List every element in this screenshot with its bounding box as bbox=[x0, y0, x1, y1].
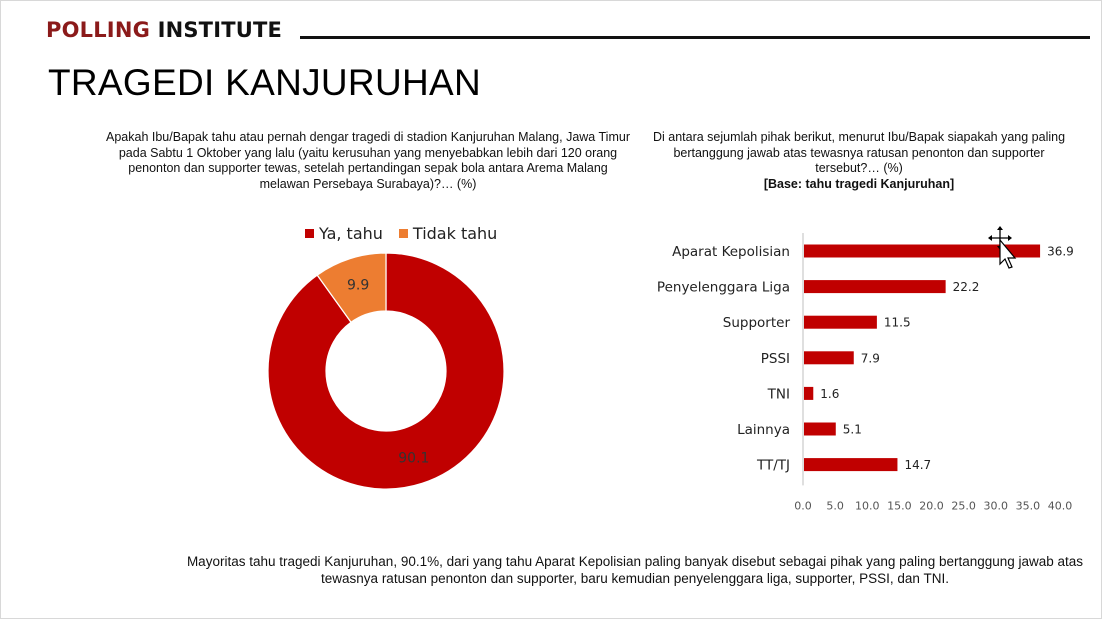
header-rule bbox=[300, 36, 1090, 39]
brand-logo bbox=[46, 18, 282, 42]
x-tick-label: 20.0 bbox=[919, 499, 944, 513]
base-note: [Base: tahu tragedi Kanjuruhan] bbox=[763, 176, 955, 191]
x-tick-label: 5.0 bbox=[826, 499, 844, 513]
bar-value-tt-tj: 14.7 bbox=[904, 458, 932, 473]
left-question: Apakah Ibu/Bapak tahu atau pernah dengar tragedi di stadion Kanjuruhan Malang, Jawa Timur pada Sabtu 1 Oktober yang lalu (yaitu kerusuhan yang menyebabkan lebih dari 120 orang penonton dan supporter tewas, setelah pertandingan sepak bola antara Arema Malang melawan Persebaya Surabaya)?… (%) bbox=[106, 130, 630, 191]
summary-text: Mayoritas tahu tragedi Kanjuruhan, 90.1%, dari yang tahu Aparat Kepolisian paling banyak disebut sebagai pihak yang paling bertanggung jawab atas tewasnya ratusan penonton dan supporter, baru kemudian penyelenggara liga, supporter, PSSI, dan TNI. bbox=[186, 554, 1084, 586]
x-tick-label: 35.0 bbox=[1015, 499, 1041, 513]
x-tick-label: 25.0 bbox=[951, 499, 976, 513]
category-label-supporter: Supporter bbox=[722, 315, 790, 332]
brand-part1: POLLING bbox=[46, 18, 151, 42]
x-tick-label: 10.0 bbox=[855, 499, 880, 513]
donut-label-tidak-tahu: 9.9 bbox=[347, 277, 370, 294]
category-label-pssi: PSSI bbox=[760, 350, 790, 367]
bar-tni bbox=[804, 387, 813, 400]
page-title: TRAGEDI KANJURUHAN bbox=[48, 62, 481, 103]
x-tick-label: 30.0 bbox=[983, 499, 1008, 513]
right-question: Di antara sejumlah pihak berikut, menurut Ibu/Bapak siapakah yang paling bertanggung jawab atas tewasnya ratusan penonton dan supporter tersebut?… (%) bbox=[652, 130, 1066, 176]
category-label-aparat-kepolisian: Aparat Kepolisian bbox=[672, 244, 790, 260]
bar-supporter bbox=[804, 316, 877, 329]
x-tick-label: 0.0 bbox=[794, 499, 812, 513]
bar-tt-tj bbox=[804, 458, 897, 471]
right-question-block bbox=[644, 130, 1074, 192]
bar-pssi bbox=[804, 351, 854, 364]
bar-value-tni: 1.6 bbox=[820, 386, 840, 401]
legend-swatch-tidak-tahu bbox=[399, 229, 408, 238]
bar-lainnya bbox=[804, 423, 836, 436]
bar-value-penyelenggara-liga: 22.2 bbox=[952, 280, 980, 295]
bar-value-pssi: 7.9 bbox=[860, 351, 880, 366]
move-cursor-icon bbox=[986, 226, 1018, 270]
donut-label-ya-tahu: 90.1 bbox=[398, 450, 430, 467]
legend-item-tidak-tahu bbox=[399, 224, 497, 243]
category-label-lainnya: Lainnya bbox=[737, 422, 790, 438]
x-tick-label: 40.0 bbox=[1047, 499, 1073, 513]
legend-swatch-ya-tahu bbox=[305, 229, 314, 238]
bar-value-lainnya: 5.1 bbox=[842, 422, 862, 437]
category-label-tt-tj: TT/TJ bbox=[756, 457, 790, 474]
legend-item-ya-tahu bbox=[305, 224, 383, 243]
bar-value-aparat-kepolisian: 36.9 bbox=[1047, 244, 1074, 259]
donut-chart bbox=[255, 250, 519, 500]
brand-part2: INSTITUTE bbox=[157, 18, 283, 42]
category-label-tni: TNI bbox=[767, 386, 790, 403]
legend-label-ya-tahu: Ya, tahu bbox=[319, 224, 383, 243]
donut-legend bbox=[305, 224, 497, 243]
legend-label-tidak-tahu: Tidak tahu bbox=[412, 224, 498, 243]
x-tick-label: 15.0 bbox=[887, 499, 912, 513]
category-label-penyelenggara-liga: Penyelenggara Liga bbox=[656, 279, 790, 296]
bar-value-supporter: 11.5 bbox=[883, 315, 911, 330]
bar-penyelenggara-liga bbox=[804, 280, 946, 293]
